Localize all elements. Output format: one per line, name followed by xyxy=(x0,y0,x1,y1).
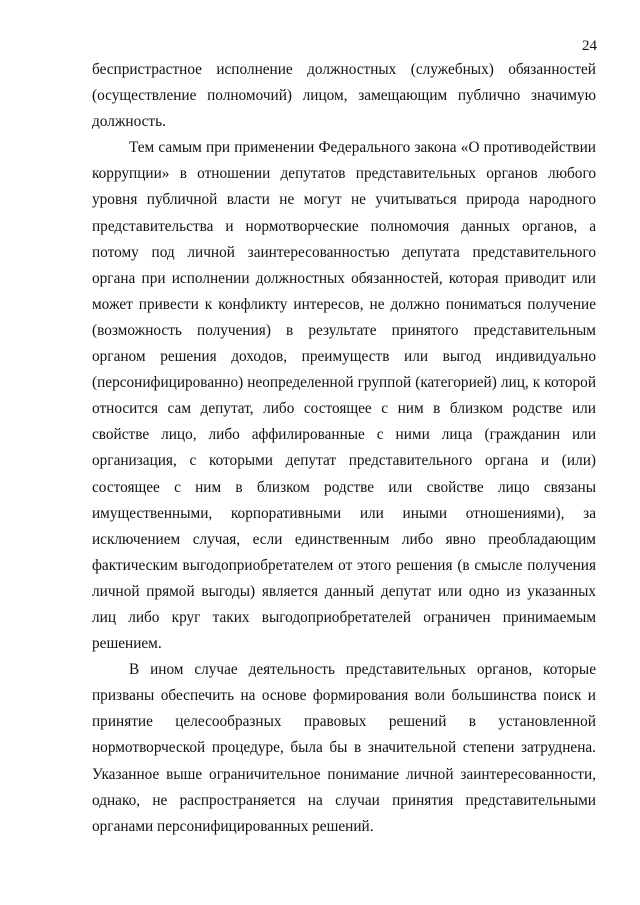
paragraph-continuation: беспристрастное исполнение должностных (служебных) обязанностей (осуществление полномочий) лицом, замещающим публично значимую должность. xyxy=(92,61,596,131)
document-body xyxy=(92,57,596,840)
paragraph-deputies-interest: Тем самым при применении Федерального закона «О противодействии коррупции» в отношении депутатов представительных органов любого уровня публичной власти не могут не учитываться природа народного представительства и нормотворческие полномочия данных органов, а потому под личной заинтересованностью депутата представительного органа при исполнении должностных обязанностей, которая приводит или может привести к конфликту интересов, не должно пониматься получение (возможность получения) в результате принятого представительным органом решения доходов, преимуществ или выгод индивидуально (персонифицированно) неопределенной группой (категорией) лиц, к которой относится сам депутат, либо состоящее с ним в близком родстве или свойстве лицо, либо аффилированные с ними лица (гражданин или организация, с которыми депутат представительного органа и (или) состоящее с ним в близком родстве или свойстве лицо связаны имущественными, корпоративными или иными отношениями), за исключением случая, если единственным либо явно преобладающим фактическим выгодоприобретателем от этого решения (в смысле получения личной прямой выгоды) является данный депутат или одно из указанных лиц либо круг таких выгодоприобретателей ограничен принимаемым решением. xyxy=(92,139,596,653)
paragraph-representative-bodies: В ином случае деятельность представительных органов, которые призваны обеспечить на основе формирования воли большинства поиск и принятие целесообразных правовых решений в установленной нормотворческой процедуре, была бы в значительной степени затруднена. Указанное выше ограничительное понимание личной заинтересованности, однако, не распространяется на случаи принятия представительными органами персонифицированных решений. xyxy=(92,661,596,835)
page-number: 24 xyxy=(582,38,597,54)
